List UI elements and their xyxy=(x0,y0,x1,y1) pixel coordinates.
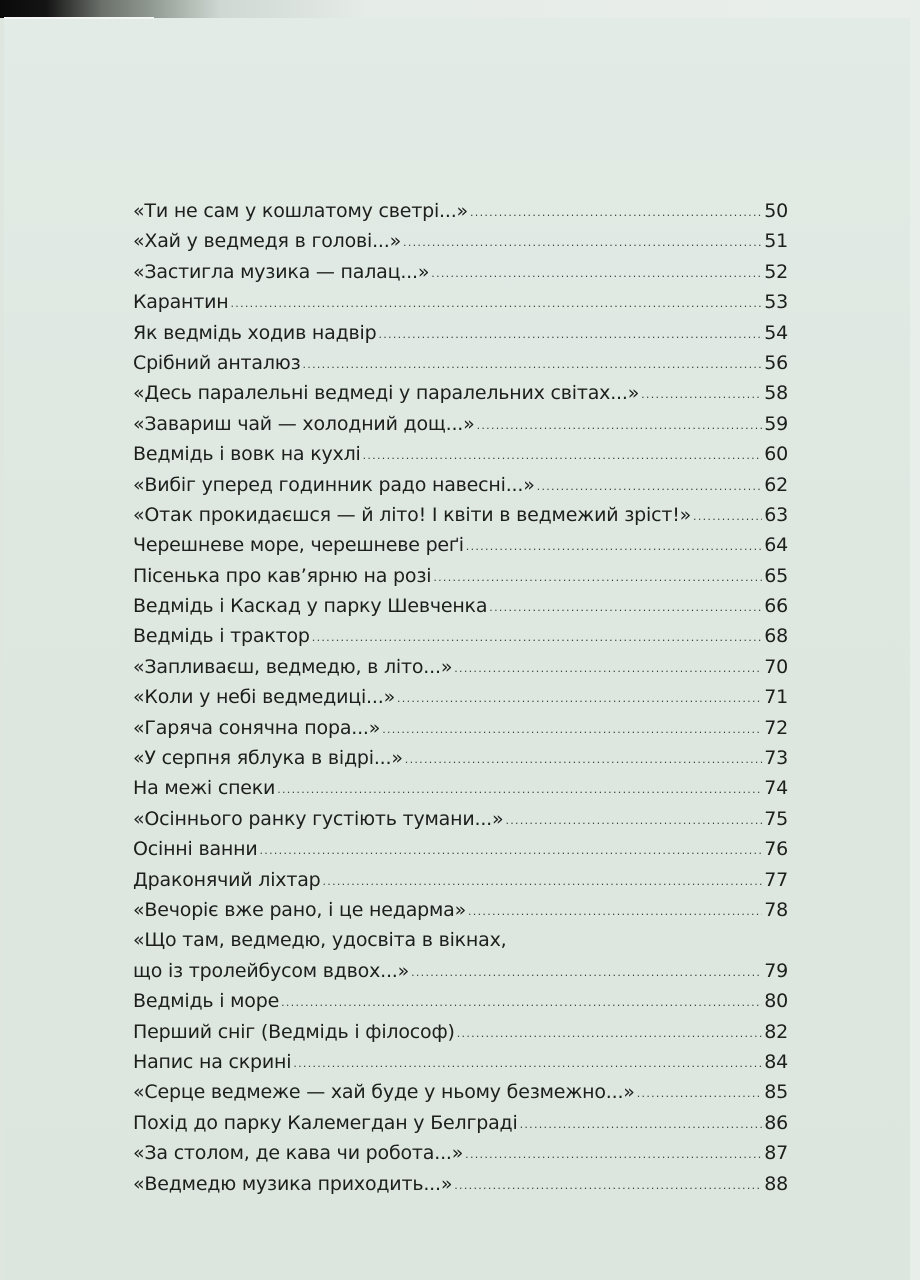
toc-entry xyxy=(133,378,788,408)
toc-entry-page: 73 xyxy=(764,747,788,770)
dot-leader xyxy=(405,745,762,775)
toc-entry xyxy=(133,409,788,439)
toc-entry-title: «Коли у небі ведмедиці...» xyxy=(133,686,395,709)
toc-entry xyxy=(133,1077,788,1107)
toc-entry-title: «Отак прокидаєшся — й літо! І квіти в ведмежий зріст!» xyxy=(133,503,692,526)
dot-leader xyxy=(231,289,763,319)
toc-entry-page: 74 xyxy=(764,777,788,800)
dot-leader xyxy=(281,988,762,1018)
toc-entry xyxy=(133,1138,788,1168)
toc-entry-page: 76 xyxy=(764,838,788,861)
toc-entry-title: Ведмідь і море xyxy=(133,990,280,1013)
toc-entry-page: 58 xyxy=(764,382,788,405)
dot-leader xyxy=(505,806,762,836)
dot-leader xyxy=(411,958,762,988)
toc-entry-title: «Ведмедю музика приходить...» xyxy=(133,1172,453,1195)
dot-leader xyxy=(382,715,762,745)
toc-entry-title: На межі спеки xyxy=(133,777,276,800)
toc-entry xyxy=(133,804,788,834)
dot-leader xyxy=(693,502,762,532)
toc-entry-title: Перший сніг (Ведмідь і філософ) xyxy=(133,1020,455,1043)
toc-entry-page: 64 xyxy=(764,534,788,557)
toc-entry xyxy=(133,773,788,803)
table-of-contents xyxy=(133,196,788,1199)
toc-entry-page: 82 xyxy=(764,1020,788,1043)
dot-leader xyxy=(433,563,762,593)
dot-leader xyxy=(277,775,762,805)
toc-entry-title: «Завариш чай — холодний дощ...» xyxy=(133,412,475,435)
toc-entry-page: 63 xyxy=(764,503,788,526)
dot-leader xyxy=(403,228,762,258)
toc-entry xyxy=(133,895,788,925)
toc-entry-page: 65 xyxy=(764,564,788,587)
toc-entry-page: 53 xyxy=(764,291,788,314)
dot-leader xyxy=(489,593,762,623)
toc-entry xyxy=(133,196,788,226)
toc-entry-page: 51 xyxy=(764,230,788,253)
toc-entry xyxy=(133,743,788,773)
toc-entry-title: «Застигла музика — палац...» xyxy=(133,260,430,283)
toc-entry-page: 87 xyxy=(764,1142,788,1165)
toc-entry-page: 71 xyxy=(764,686,788,709)
dot-leader xyxy=(363,441,762,471)
toc-entry xyxy=(133,713,788,743)
toc-entry-title: «Гаряча сонячна пора...» xyxy=(133,716,381,739)
toc-entry-title: «Серце ведмеже — хай буде у ньому безмежно...» xyxy=(133,1081,635,1104)
dot-leader xyxy=(293,1049,762,1079)
toc-entry-title: Ведмідь і трактор xyxy=(133,625,310,648)
dot-leader xyxy=(303,350,763,380)
dot-leader xyxy=(468,897,762,927)
toc-entry xyxy=(133,621,788,651)
toc-entry-page: 75 xyxy=(764,807,788,830)
toc-entry xyxy=(133,865,788,895)
toc-entry-page: 79 xyxy=(764,959,788,982)
scan-edge-shadow xyxy=(0,0,920,18)
toc-entry-title: Пісенька про кав’ярню на розі xyxy=(133,564,432,587)
toc-entry-title: Драконячий ліхтар xyxy=(133,868,321,891)
toc-entry-page: 72 xyxy=(764,716,788,739)
toc-entry xyxy=(133,348,788,378)
toc-entry xyxy=(133,591,788,621)
dot-leader xyxy=(378,320,762,350)
page-top-edge xyxy=(4,17,154,19)
toc-entry-page: 56 xyxy=(764,351,788,374)
toc-entry xyxy=(133,1169,788,1199)
toc-entry xyxy=(133,257,788,287)
dot-leader xyxy=(457,1019,762,1049)
toc-entry xyxy=(133,470,788,500)
toc-entry-title: «Десь паралельні ведмеді у паралельних світах...» xyxy=(133,382,640,405)
toc-entry-page: 60 xyxy=(764,443,788,466)
toc-entry xyxy=(133,561,788,591)
toc-entry-page: 68 xyxy=(764,625,788,648)
toc-entry-page: 62 xyxy=(764,473,788,496)
toc-entry-page: 88 xyxy=(764,1172,788,1195)
toc-entry xyxy=(133,652,788,682)
toc-entry-title: «Вечоріє вже рано, і це недарма» xyxy=(133,898,467,921)
toc-entry-title: Карантин xyxy=(133,291,229,314)
toc-entry xyxy=(133,530,788,560)
dot-leader xyxy=(397,684,762,714)
toc-entry xyxy=(133,1017,788,1047)
toc-entry xyxy=(133,682,788,712)
dot-leader xyxy=(470,198,762,228)
toc-entry xyxy=(133,834,788,864)
toc-entry-title: Осінні ванни xyxy=(133,838,258,861)
toc-entry-page: 86 xyxy=(764,1111,788,1134)
toc-entry-title: Срібний анталюз xyxy=(133,351,301,374)
dot-leader xyxy=(312,623,762,653)
toc-entry-title: «Запливаєш, ведмедю, в літо...» xyxy=(133,655,453,678)
dot-leader xyxy=(465,1140,762,1170)
toc-entry-multiline xyxy=(133,925,788,986)
toc-entry xyxy=(133,287,788,317)
toc-entry-title: «Ти не сам у кошлатому светрі...» xyxy=(133,200,468,222)
toc-entry-page: 59 xyxy=(764,412,788,435)
toc-entry xyxy=(133,1047,788,1077)
toc-entry-page: 77 xyxy=(764,868,788,891)
dot-leader xyxy=(454,654,762,684)
dot-leader xyxy=(454,1171,762,1201)
toc-entry xyxy=(133,986,788,1016)
toc-entry xyxy=(133,318,788,348)
toc-entry-page: 85 xyxy=(764,1081,788,1104)
toc-entry-title: Напис на скрині xyxy=(133,1050,292,1073)
dot-leader xyxy=(537,472,762,502)
dot-leader xyxy=(641,380,762,410)
dot-leader xyxy=(520,1110,762,1140)
toc-entry-title: Ведмідь і вовк на кухлі xyxy=(133,443,361,466)
toc-entry xyxy=(133,226,788,256)
toc-entry-title: «У серпня яблука в відрі...» xyxy=(133,747,403,770)
toc-entry xyxy=(133,439,788,469)
toc-entry-page: 66 xyxy=(764,595,788,618)
dot-leader xyxy=(323,867,763,897)
toc-entry-page: 78 xyxy=(764,898,788,921)
toc-entry-page: 84 xyxy=(764,1050,788,1073)
dot-leader xyxy=(431,259,762,289)
toc-entry-page: 52 xyxy=(764,260,788,283)
toc-entry-page: 80 xyxy=(764,990,788,1013)
toc-entry xyxy=(133,500,788,530)
toc-entry-title-line1: «Що там, ведмедю, удосвіта в вікнах, xyxy=(133,929,507,952)
toc-entry-title: «За столом, де кава чи робота...» xyxy=(133,1142,464,1165)
dot-leader xyxy=(466,532,762,562)
scan-right-margin xyxy=(910,0,920,1280)
dot-leader xyxy=(477,411,762,441)
toc-entry-title: «Хай у ведмедя в голові...» xyxy=(133,230,402,253)
toc-entry-title: Ведмідь і Каскад у парку Шевченка xyxy=(133,595,488,618)
toc-entry-page: 70 xyxy=(764,655,788,678)
toc-entry-title: «Осіннього ранку густіють тумани...» xyxy=(133,807,504,830)
toc-entry-page: 50 xyxy=(764,200,788,222)
toc-entry-title: «Вибіг уперед годинник радо навесні...» xyxy=(133,473,535,496)
dot-leader xyxy=(637,1079,762,1109)
toc-entry-title: Як ведмідь ходив надвір xyxy=(133,321,377,344)
toc-entry-title: Похід до парку Калемегдан у Белграді xyxy=(133,1111,518,1134)
dot-leader xyxy=(259,836,762,866)
toc-entry-page: 54 xyxy=(764,321,788,344)
toc-entry xyxy=(133,1108,788,1138)
toc-entry-title: що із тролейбусом вдвох...» xyxy=(133,959,410,982)
toc-entry-title: Черешневе море, черешневе реґі xyxy=(133,534,464,557)
